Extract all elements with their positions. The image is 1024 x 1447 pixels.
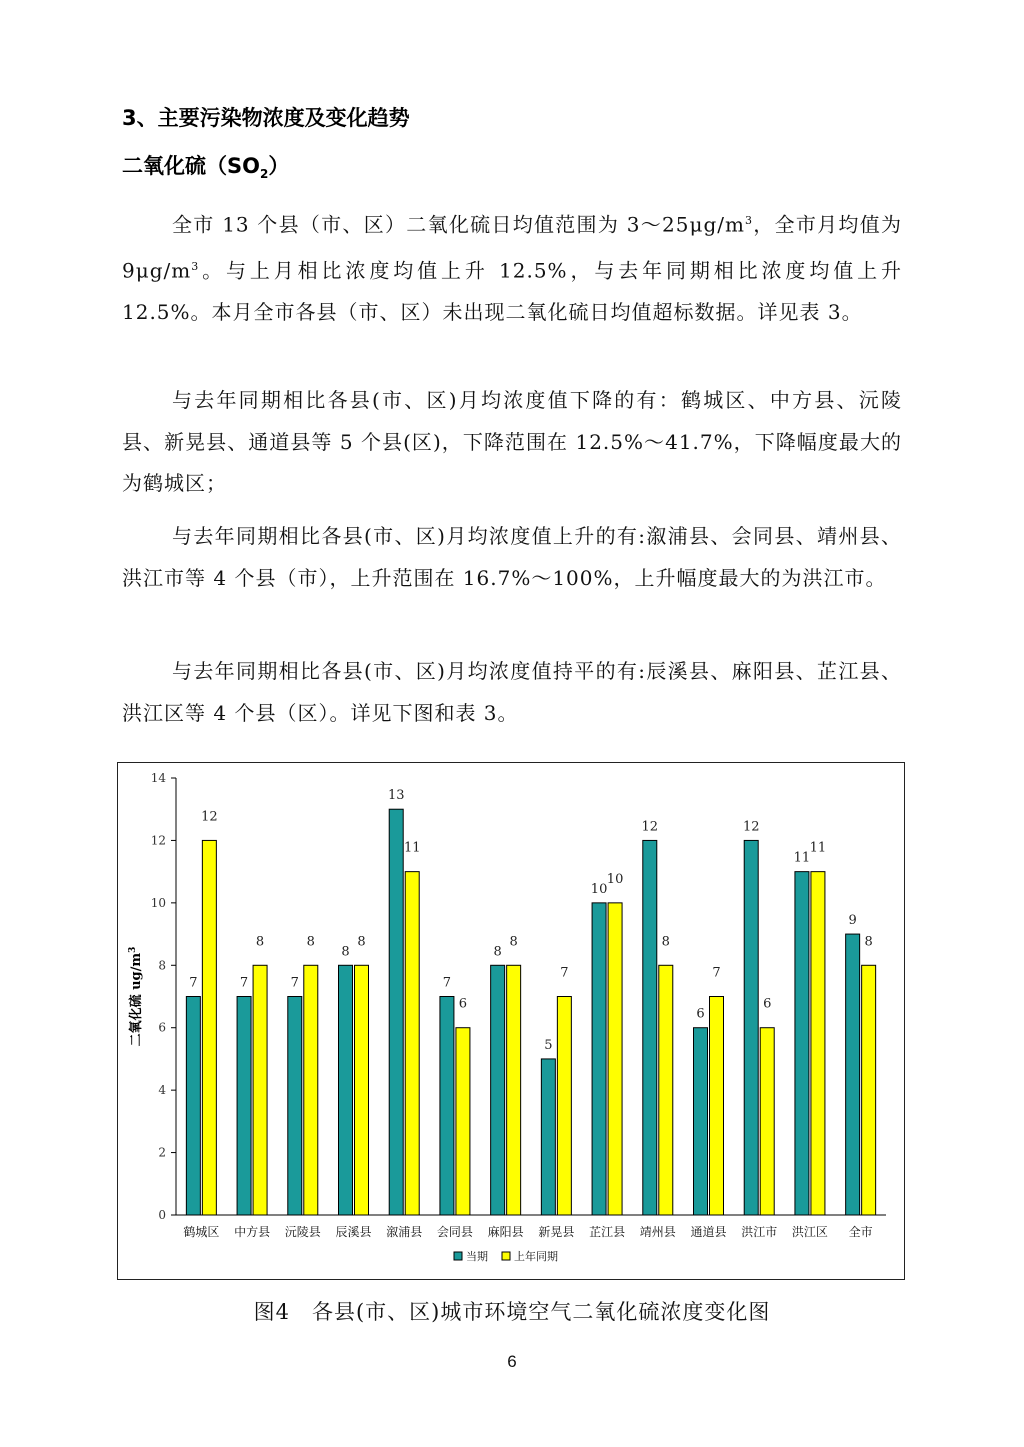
x-tick-label: 新晃县 [538,1225,575,1239]
data-label: 7 [442,975,452,991]
subsection-title-prefix: 二氧化硫（SO [122,154,260,178]
x-tick-label: 溆浦县 [386,1225,423,1239]
y-tick-label: 8 [158,958,166,973]
bar-current [744,840,758,1215]
bar-current [491,965,505,1215]
data-label: 12 [742,819,760,835]
bar-current [795,872,809,1215]
x-tick-label: 鹤城区 [183,1225,220,1239]
section-title: 3、主要污染物浓度及变化趋势 [122,106,410,130]
bar-last-year [862,965,876,1215]
x-tick-label: 全市 [848,1225,873,1239]
figure-caption: 图4 各县(市、区)城市环境空气二氧化硫浓度变化图 [253,1300,771,1324]
x-tick-label: 通道县 [690,1225,727,1239]
bar-current [643,840,657,1215]
x-tick-label: 芷江县 [589,1225,626,1239]
data-label: 12 [201,809,218,825]
paragraph-summary-part1: 全市 13 个县（市、区）二氧化硫日均值范围为 3～25μg/m [172,212,746,237]
bar-last-year [608,903,622,1215]
bar-current [186,997,200,1216]
data-label: 5 [544,1037,553,1053]
bar-last-year [710,997,724,1216]
data-label: 7 [239,975,249,991]
bar-current [694,1028,708,1215]
paragraph-increase: 与去年同期相比各县(市、区)月均浓度值上升的有:溆浦县、会同县、靖州县、洪江市等 4 个县（市），上升范围在 16.7%～100%，上升幅度最大的为洪江市。 [122,524,902,590]
paragraph-decrease: 与去年同期相比各县(市、区)月均浓度值下降的有：鹤城区、中方县、沅陵县、新晃县、通道县等 5 个县(区)，下降范围在 12.5%～41.7%，下降幅度最大的为鹤城区； [122,388,902,495]
paragraph-summary-part2: ，全市月均值为 9μg/m [122,212,903,283]
legend-swatch-last-year [502,1252,510,1260]
x-tick-label: 麻阳县 [487,1225,524,1239]
so2-bar-chart [118,763,904,1279]
paragraph-summary [122,200,902,334]
data-label: 8 [306,934,315,950]
bar-current [237,997,251,1216]
bar-current [339,965,353,1215]
bar-last-year [557,997,571,1216]
paragraph-flat: 与去年同期相比各县(市、区)月均浓度值持平的有:辰溪县、麻阳县、芷江县、洪江区等 4 个县（区）。详见下图和表 3。 [122,659,902,725]
y-tick-label: 0 [158,1208,166,1222]
data-label: 11 [403,840,421,856]
superscript-3-b: 3 [191,260,200,274]
bar-last-year [202,840,216,1215]
data-label: 8 [341,944,350,960]
data-label: 8 [357,934,366,950]
bar-last-year [507,965,521,1215]
bar-last-year [405,872,419,1215]
bar-last-year [456,1028,470,1215]
legend-label: 当期 [466,1250,488,1263]
data-label: 8 [509,934,518,950]
bar-last-year [760,1028,774,1215]
x-tick-label: 会同县 [436,1225,473,1239]
data-label: 12 [641,819,659,835]
data-label: 11 [809,840,827,856]
bar-current [440,997,454,1216]
data-label: 10 [590,881,608,897]
data-label: 6 [696,1006,705,1022]
bar-current [389,809,403,1215]
data-label: 6 [458,996,468,1012]
bar-last-year [659,965,673,1215]
page-number: 6 [507,1352,517,1371]
data-label: 8 [661,934,670,950]
bar-current [541,1059,555,1215]
data-label: 8 [493,944,502,960]
x-tick-label: 靖州县 [639,1225,676,1239]
data-label: 10 [606,871,624,887]
data-label: 11 [793,850,811,866]
y-axis-label: 二氧化硫 $ug/m^3$ [128,946,144,1047]
data-label: 7 [290,975,299,991]
data-label: 13 [387,788,405,804]
paragraph-summary-part3: 。与上月相比浓度均值上升 12.5%，与去年同期相比浓度均值上升 12.5%。本月全市各县（市、区）未出现二氧化硫日均值超标数据。详见表 3。 [122,258,902,325]
x-tick-label: 洪江区 [791,1225,828,1239]
bar-last-year [355,965,369,1215]
superscript-3-a: 3 [745,214,754,227]
bar-current [288,997,302,1216]
bar-last-year [253,965,267,1215]
bar-last-year [811,872,825,1215]
bar-last-year [304,965,318,1215]
data-label: 9 [848,913,857,929]
y-tick-label: 14 [150,771,166,785]
legend-swatch-current [454,1252,462,1260]
data-label: 8 [255,934,265,950]
data-label: 7 [712,965,721,981]
data-label: 8 [864,934,873,950]
data-label: 7 [560,965,569,981]
y-tick-label: 4 [158,1083,166,1098]
x-tick-label: 辰溪县 [335,1225,372,1239]
subsection-title [122,150,289,181]
x-tick-label: 中方县 [234,1225,271,1239]
x-tick-label: 沅陵县 [284,1225,321,1239]
chart-frame [117,762,905,1280]
bar-current [592,903,606,1215]
bar-current [846,934,860,1215]
y-tick-label: 2 [158,1145,166,1160]
legend-label: 上年同期 [514,1250,558,1263]
data-label: 7 [189,975,198,991]
y-tick-label: 6 [158,1020,166,1035]
y-tick-label: 10 [150,895,166,910]
subsection-title-suffix: ） [268,154,290,178]
x-tick-label: 洪江市 [741,1225,778,1239]
y-tick-label: 12 [150,833,166,848]
subsection-subscript: 2 [259,167,269,182]
data-label: 6 [763,996,772,1012]
